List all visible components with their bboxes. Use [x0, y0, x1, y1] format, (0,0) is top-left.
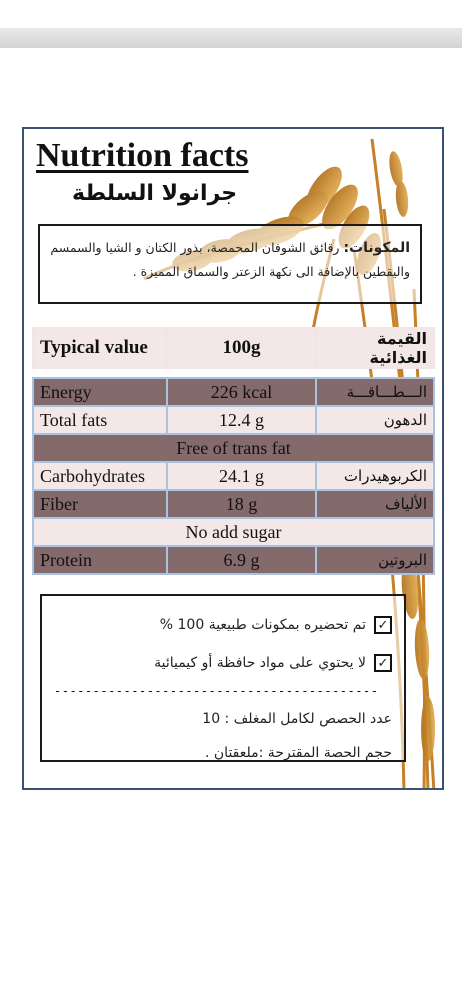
nutrient-name-ar: الكربوهيدرات	[316, 462, 434, 490]
table-note-row	[33, 518, 434, 546]
nutrient-value: 12.4 g	[167, 406, 316, 434]
nutrient-value: 24.1 g	[167, 462, 316, 490]
nutrient-name-ar: الـــطـــاقـــة	[316, 378, 434, 406]
nutrition-table	[32, 327, 435, 575]
table-header-row	[33, 328, 434, 368]
nutrient-name: Energy	[33, 378, 167, 406]
check-text: تم تحضيره بمكونات طبيعية 100 %	[159, 617, 366, 633]
nutrition-label-card	[22, 127, 444, 790]
top-bar	[0, 28, 462, 48]
nutrient-name: Fiber	[33, 490, 167, 518]
header-typical-value: Typical value	[33, 328, 167, 368]
nutrient-name: Carbohydrates	[33, 462, 167, 490]
table-row	[33, 378, 434, 406]
nutrient-name-ar: البروتين	[316, 546, 434, 574]
check-item	[54, 644, 392, 682]
table-row	[33, 490, 434, 518]
serving-size-text: حجم الحصة المقترحة :ملعقتان .	[205, 745, 392, 761]
check-text: لا يحتوي على مواد حافظة أو كيميائية	[154, 655, 366, 671]
table-row	[33, 462, 434, 490]
nutrient-value: 18 g	[167, 490, 316, 518]
nutrient-name-ar: الدهون	[316, 406, 434, 434]
table-note-row	[33, 434, 434, 462]
checked-box-icon: ✓	[374, 616, 392, 634]
table-spacer	[33, 368, 434, 378]
nutrient-name: Protein	[33, 546, 167, 574]
notes-box	[40, 594, 406, 762]
ingredients-text: رقائق الشوفان المحمصة، بذور الكتان و الشيا والسمسم واليقطين بالإضافة الى نكهة الزعتر والسماق المميزة .	[50, 240, 410, 279]
check-item	[54, 606, 392, 644]
nutrient-value: 6.9 g	[167, 546, 316, 574]
nutrient-value: 226 kcal	[167, 378, 316, 406]
note-text: No add sugar	[33, 518, 434, 546]
header-arabic: القيمة الغذائية	[316, 328, 434, 368]
table-row	[33, 546, 434, 574]
page-title: Nutrition facts	[36, 137, 249, 174]
dashed-divider: ------------------------------------------	[54, 684, 379, 698]
product-name: جرانولا السلطة	[72, 181, 238, 206]
nutrient-name: Total fats	[33, 406, 167, 434]
note-text: Free of trans fat	[33, 434, 434, 462]
ingredients-label: المكونات:	[343, 240, 410, 256]
servings-text: عدد الحصص لكامل المغلف : 10	[202, 711, 392, 727]
ingredients-box	[38, 224, 422, 304]
nutrient-name-ar: الألياف	[316, 490, 434, 518]
table-row	[33, 406, 434, 434]
checked-box-icon: ✓	[374, 654, 392, 672]
header-amount: 100g	[167, 328, 316, 368]
